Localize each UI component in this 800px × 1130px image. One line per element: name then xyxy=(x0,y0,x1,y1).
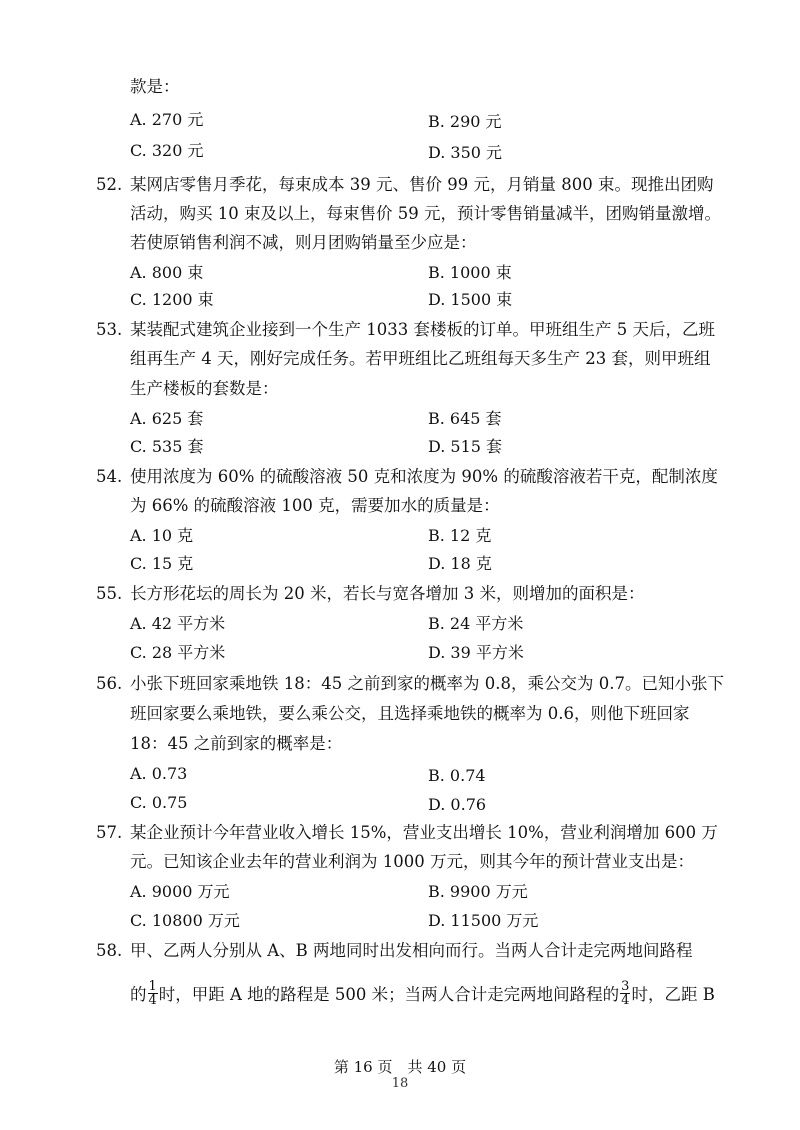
question-57-stem-line: 元。已知该企业去年的营业利润为 1000 万元，则其今年的预计营业支出是： xyxy=(130,852,694,871)
question-52-option-d: D. 1500 束 xyxy=(428,290,513,309)
question-51-option-d: D. 350 元 xyxy=(428,143,503,162)
question-51-stem-tail: 款是： xyxy=(130,77,180,96)
fraction-one-quarter xyxy=(148,980,158,1007)
question-51-option-b: B. 290 元 xyxy=(428,112,502,131)
question-57-option-c: C. 10800 万元 xyxy=(130,911,240,930)
question-52-option-c: C. 1200 束 xyxy=(130,290,214,309)
question-53-option-d: D. 515 套 xyxy=(428,437,503,456)
question-58-text-segment: 时，乙距 B xyxy=(631,985,715,1004)
question-52-option-b: B. 1000 束 xyxy=(428,263,512,282)
fraction-three-quarters xyxy=(620,980,630,1007)
question-56-stem-line: 班回家要么乘地铁，要么乘公交，且选择乘地铁的概率为 0.6，则他下班回家 xyxy=(130,704,690,723)
question-53-stem-line: 生产楼板的套数是： xyxy=(130,379,279,398)
sheet-number: 18 xyxy=(391,1076,409,1091)
question-54-option-a: A. 10 克 xyxy=(130,526,194,545)
question-57-option-d: D. 11500 万元 xyxy=(428,911,539,930)
question-53-stem-line: 组再生产 4 天，刚好完成任务。若甲班组比乙班组每天多生产 23 套，则甲班组 xyxy=(130,349,711,368)
question-56-number: 56. xyxy=(96,674,123,693)
question-53-option-c: C. 535 套 xyxy=(130,437,204,456)
question-53-stem-line: 某装配式建筑企业接到一个生产 1033 套楼板的订单。甲班组生产 5 天后，乙班 xyxy=(130,320,715,339)
question-57-number: 57. xyxy=(96,823,123,842)
question-55-option-d: D. 39 平方米 xyxy=(428,643,524,662)
fraction-denominator: 4 xyxy=(621,993,630,1008)
question-55-option-b: B. 24 平方米 xyxy=(428,614,524,633)
question-56-option-c: C. 0.75 xyxy=(130,793,188,812)
question-54-stem-line: 为 66% 的硫酸溶液 100 克，需要加水的质量是： xyxy=(130,496,500,515)
question-54-option-b: B. 12 克 xyxy=(428,526,492,545)
question-54-number: 54. xyxy=(96,467,123,486)
question-52-stem-line: 若使原销售利润不减，则月团购销量至少应是： xyxy=(130,233,477,252)
question-51-option-a: A. 270 元 xyxy=(130,110,204,129)
question-56-option-b: B. 0.74 xyxy=(428,766,486,785)
question-53-option-b: B. 645 套 xyxy=(428,409,502,428)
question-58-number: 58. xyxy=(96,941,123,960)
question-53-option-a: A. 625 套 xyxy=(130,409,204,428)
question-55-option-c: C. 28 平方米 xyxy=(130,643,226,662)
question-54-option-c: C. 15 克 xyxy=(130,554,194,573)
question-54-stem-line: 使用浓度为 60% 的硫酸溶液 50 克和浓度为 90% 的硫酸溶液若干克，配制浓度 xyxy=(130,467,718,486)
question-58-text-segment: 时，甲距 A 地的路程是 500 米；当两人合计走完两地间路程的 xyxy=(158,985,620,1004)
question-52-stem-line: 活动，购买 10 束及以上，每束售价 59 元，预计零售销量减半，团购销量激增。 xyxy=(130,204,721,223)
question-55-number: 55. xyxy=(96,584,123,603)
question-57-stem-line: 某企业预计今年营业收入增长 15%，营业支出增长 10%，营业利润增加 600 万 xyxy=(130,823,718,842)
question-57-option-b: B. 9900 万元 xyxy=(428,882,528,901)
question-52-stem-line: 某网店零售月季花，每束成本 39 元、售价 99 元，月销量 800 束。现推出团购 xyxy=(130,175,714,194)
question-51-option-c: C. 320 元 xyxy=(130,141,204,160)
question-56-option-a: A. 0.73 xyxy=(130,764,188,783)
question-56-stem-line: 18：45 之前到家的概率是： xyxy=(130,734,343,753)
fraction-numerator: 3 xyxy=(621,979,630,994)
question-53-number: 53. xyxy=(96,320,123,339)
question-58-stem-line-with-fractions xyxy=(130,979,715,1009)
question-57-option-a: A. 9000 万元 xyxy=(130,882,230,901)
question-55-option-a: A. 42 平方米 xyxy=(130,614,226,633)
question-58-stem-line: 甲、乙两人分别从 A、B 两地同时出发相向而行。当两人合计走完两地间路程 xyxy=(130,941,693,960)
question-55-stem-line: 长方形花坛的周长为 20 米，若长与宽各增加 3 米，则增加的面积是： xyxy=(130,584,645,603)
question-52-option-a: A. 800 束 xyxy=(130,263,204,282)
fraction-numerator: 1 xyxy=(148,979,157,994)
question-52-number: 52. xyxy=(96,175,123,194)
fraction-denominator: 4 xyxy=(148,993,157,1008)
question-58-text-segment: 的 xyxy=(130,985,147,1004)
page-number-label: 第 16 页 共 40 页 xyxy=(333,1058,467,1076)
question-54-option-d: D. 18 克 xyxy=(428,554,492,573)
question-56-option-d: D. 0.76 xyxy=(428,795,487,814)
question-56-stem-line: 小张下班回家乘地铁 18：45 之前到家的概率为 0.8，乘公交为 0.7。已知小张下 xyxy=(130,674,724,693)
